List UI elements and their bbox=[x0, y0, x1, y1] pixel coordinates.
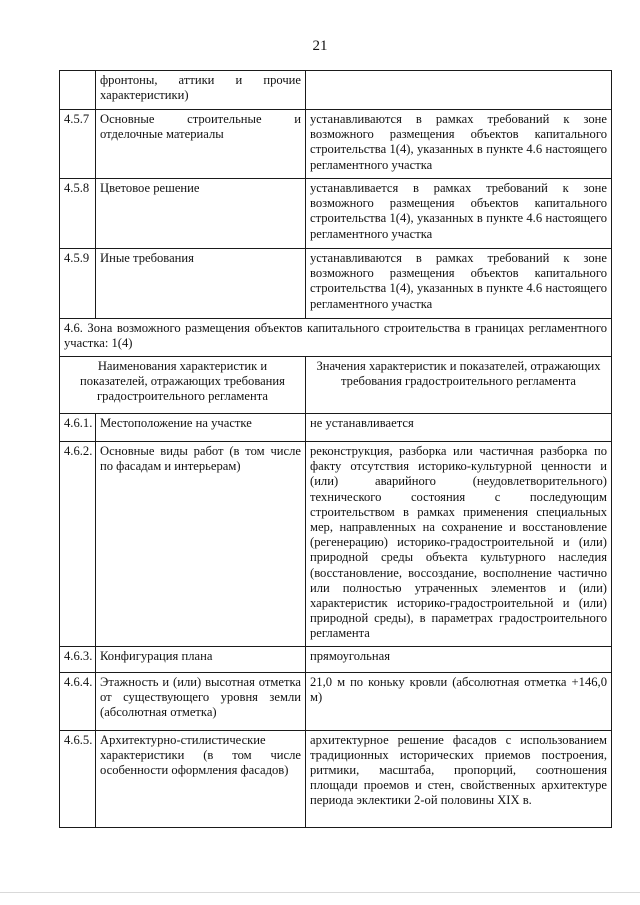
table-row bbox=[60, 646, 612, 672]
table-row bbox=[60, 672, 612, 730]
page-number: 21 bbox=[312, 38, 328, 54]
table-row bbox=[60, 414, 612, 442]
characteristic-value: устанавливаются в рамках требований к зоне возможного размещения объектов капитального строительства 1(4), указанных в пункте 4.6 настоящего регламентного участка bbox=[306, 110, 612, 179]
row-number: 4.5.7 bbox=[60, 110, 96, 179]
row-number: 4.6.5. bbox=[60, 730, 96, 827]
characteristic-value bbox=[306, 71, 612, 110]
row-number: 4.6.3. bbox=[60, 646, 96, 672]
characteristic-name: фронтоны, аттики и прочие характеристики) bbox=[96, 71, 306, 110]
row-number: 4.6.2. bbox=[60, 442, 96, 647]
table-row bbox=[60, 110, 612, 179]
page-bottom-edge bbox=[0, 892, 640, 893]
regulation-table bbox=[59, 70, 612, 828]
row-number: 4.5.8 bbox=[60, 179, 96, 249]
characteristic-name: Основные виды работ (в том числе по фасадам и интерьерам) bbox=[96, 442, 306, 647]
characteristic-name: Конфигурация плана bbox=[96, 646, 306, 672]
characteristic-name: Цветовое решение bbox=[96, 179, 306, 249]
characteristic-value: не устанавливается bbox=[306, 414, 612, 442]
characteristic-name: Этажность и (или) высотная отметка от существующего уровня земли (абсолютная отметка) bbox=[96, 672, 306, 730]
characteristic-value: устанавливаются в рамках требований к зоне возможного размещения объектов капитального строительства 1(4), указанных в пункте 4.6 настоящего регламентного участка bbox=[306, 249, 612, 319]
characteristic-value: прямоугольная bbox=[306, 646, 612, 672]
table-row bbox=[60, 442, 612, 647]
header-characteristics: Наименования характеристик и показателей, отражающих требования градостроительного регламента bbox=[60, 357, 306, 414]
table-row bbox=[60, 730, 612, 827]
characteristic-value: архитектурное решение фасадов с использованием традиционных исторических приемов построения, ритмики, масштаба, пропорций, соотношения площади проемов и стен, свойственных архитектуре периода эклектики 2-ой половины XIX в. bbox=[306, 730, 612, 827]
table-row bbox=[60, 179, 612, 249]
row-number: 4.5.9 bbox=[60, 249, 96, 319]
row-number: 4.6.4. bbox=[60, 672, 96, 730]
characteristic-name: Иные требования bbox=[96, 249, 306, 319]
header-values: Значения характеристик и показателей, отражающих требования градостроительного регламента bbox=[306, 357, 612, 414]
table-row bbox=[60, 71, 612, 110]
characteristic-value: 21,0 м по коньку кровли (абсолютная отметка +146,0 м) bbox=[306, 672, 612, 730]
row-number bbox=[60, 71, 96, 110]
row-number: 4.6.1. bbox=[60, 414, 96, 442]
characteristic-value: реконструкция, разборка или частичная разборка по факту отсутствия историко-культурной ценности и (или) аварийного (неудовлетворительного) технического состояния с последующим строительством в рамках применения специальных мер, направленных на сохранение и восстановление (регенерацию) историко-градостроительной и (или) природной среды объекта культурного наследия (восстановление, воссоздание, восполнение частично или полностью утраченных элементов и (или) характеристик историко-градостроительной и (или) природной среды), в параметрах градостроительного регламента bbox=[306, 442, 612, 647]
section-row bbox=[60, 319, 612, 357]
section-title: 4.6. Зона возможного размещения объектов капитального строительства в границах регламентного участка: 1(4) bbox=[60, 319, 612, 357]
characteristic-name: Архитектурно-стилистические характеристики (в том числе особенности оформления фасадов) bbox=[96, 730, 306, 827]
table-row bbox=[60, 249, 612, 319]
characteristic-name: Основные строительные и отделочные материалы bbox=[96, 110, 306, 179]
characteristic-value: устанавливается в рамках требований к зоне возможного размещения объектов капитального строительства 1(4), указанных в пункте 4.6 настоящего регламентного участка bbox=[306, 179, 612, 249]
header-row bbox=[60, 357, 612, 414]
characteristic-name: Местоположение на участке bbox=[96, 414, 306, 442]
